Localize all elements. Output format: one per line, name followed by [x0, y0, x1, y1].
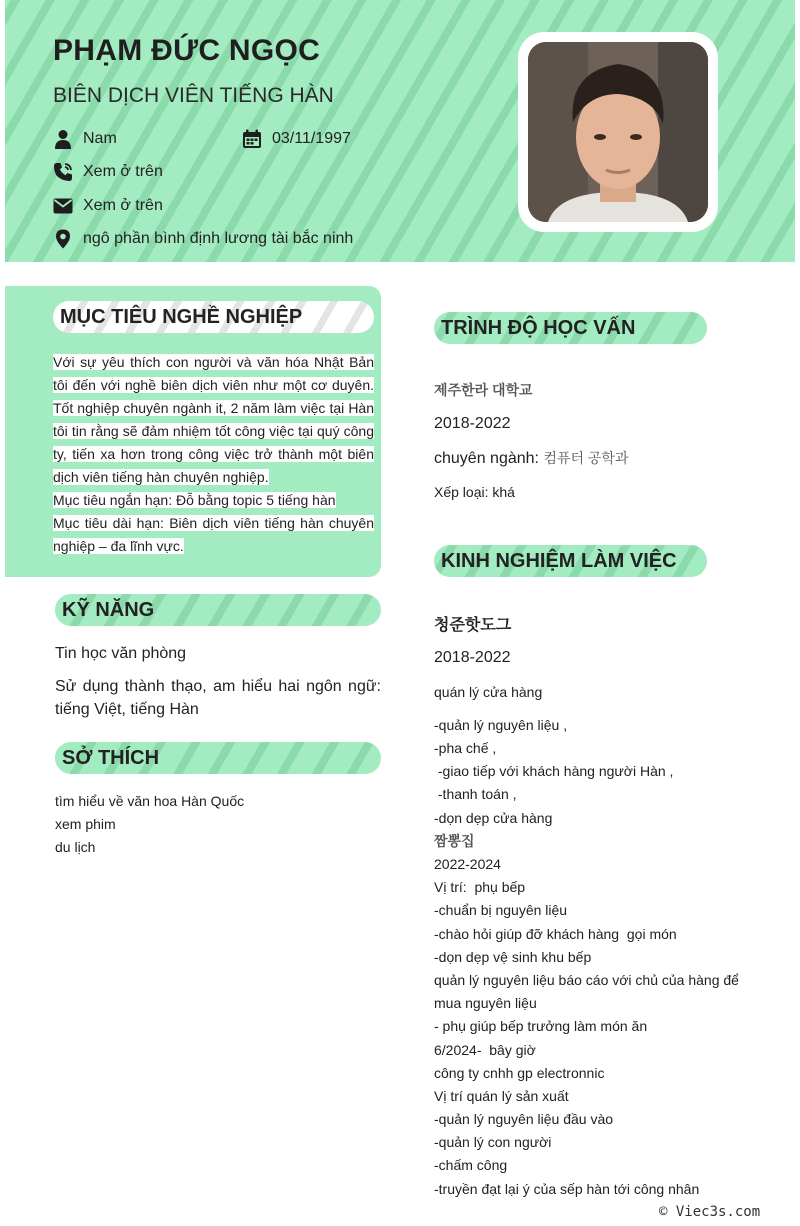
profile-photo-frame [518, 32, 718, 232]
company-name: 청준핫도그 [434, 617, 512, 634]
candidate-name: PHẠM ĐỨC NGỌC [53, 34, 321, 67]
email-row [53, 196, 163, 216]
birthdate-row [242, 129, 351, 149]
experience-line: -pha chế , [434, 740, 497, 756]
user-icon [53, 129, 73, 149]
objective-long-term: Mục tiêu dài hạn: Biên dịch viên tiếng hàn chuyên nghiệp – đa lĩnh vực. [53, 515, 374, 554]
school-name: 제주한라 대학교 [434, 382, 533, 398]
footer-copyright: © Viec3s.com [659, 1204, 761, 1220]
experience-line: -chào hỏi giúp đỡ khách hàng gọi món [434, 926, 677, 942]
experience-line: 6/2024- bây giờ [434, 1042, 536, 1058]
phone-row [53, 162, 163, 182]
education-grade: Xếp loại: khá [434, 484, 515, 500]
profile-photo [528, 42, 708, 222]
experience-line: - phụ giúp bếp trưởng làm món ăn [434, 1018, 648, 1034]
experience-line: -quản lý nguyên liệu , [434, 717, 568, 733]
objective-heading: MỤC TIÊU NGHỀ NGHIỆP [53, 301, 374, 333]
hobby-item: tìm hiểu về văn hoa Hàn Quốc [55, 793, 245, 809]
experience-line: 2022-2024 [434, 856, 501, 872]
address-row [53, 229, 353, 249]
gender-row [53, 129, 117, 149]
objective-text [53, 351, 374, 558]
experience-line: -dọn dẹp cửa hàng [434, 810, 553, 826]
experience-line: mua nguyên liệu [434, 995, 537, 1011]
birthdate-value: 03/11/1997 [272, 130, 351, 147]
major-label: chuyên ngành: [434, 450, 539, 467]
objective-short-term: Mục tiêu ngắn hạn: Đỗ bằng topic 5 tiếng hàn [53, 492, 336, 508]
experience-line: -quản lý con người [434, 1134, 552, 1150]
experience-heading: KINH NGHIỆM LÀM VIỆC [434, 545, 707, 577]
major-value: 컴퓨터 공학과 [543, 450, 629, 466]
skill-item: Tin học văn phòng [55, 645, 187, 662]
phone-icon [53, 162, 73, 182]
experience-period: 2018-2022 [434, 649, 511, 666]
hobbies-heading: SỞ THÍCH [55, 742, 381, 774]
gender-value: Nam [83, 130, 117, 147]
experience-line: -dọn dẹp vệ sinh khu bếp [434, 949, 592, 965]
calendar-icon [242, 129, 262, 149]
avatar [528, 42, 708, 222]
experience-line: Vị trí quán lý sản xuất [434, 1088, 569, 1104]
experience-line: -chuẩn bị nguyên liệu [434, 902, 568, 918]
phone-value: Xem ở trên [83, 163, 163, 180]
experience-line: quản lý nguyên liệu báo cáo với chủ của hàng để [434, 972, 739, 988]
skill-item: Sử dụng thành thạo, am hiểu hai ngôn ngữ: tiếng Việt, tiếng Hàn [55, 678, 381, 718]
hobby-item: du lịch [55, 839, 96, 855]
experience-line: -chấm công [434, 1157, 508, 1173]
experience-line: Vị trí: phụ bếp [434, 879, 526, 895]
experience-line: công ty cnhh gp electronnic [434, 1065, 605, 1081]
map-pin-icon [53, 229, 73, 249]
envelope-icon [53, 196, 73, 216]
experience-line: -giao tiếp với khách hàng người Hàn , [434, 763, 674, 779]
skills-heading: KỸ NĂNG [55, 594, 381, 626]
education-period: 2018-2022 [434, 415, 511, 432]
major-row [434, 448, 628, 468]
email-value: Xem ở trên [83, 197, 163, 214]
experience-line: -truyền đạt lại ý của sếp hàn tới công nhân [434, 1181, 700, 1197]
education-heading: TRÌNH ĐỘ HỌC VẤN [434, 312, 707, 344]
hobby-item: xem phim [55, 816, 116, 832]
experience-role: quán lý cửa hàng [434, 684, 543, 700]
job-title: BIÊN DỊCH VIÊN TIẾNG HÀN [53, 84, 334, 107]
header-banner [5, 0, 795, 262]
experience-line: -quản lý nguyên liệu đầu vào [434, 1111, 614, 1127]
address-value: ngô phần bình định lương tài bắc ninh [83, 230, 354, 247]
objective-paragraph: Với sự yêu thích con người và văn hóa Nhật Bản tôi đến với nghề biên dịch viên như một cơ duyên. Tốt nghiệp chuyên ngành it, 2 năm làm việc tại Hàn tôi tin rằng sẽ đảm nhiệm tốt công việc tại quý công ty, tiến xa hơn trong công việc trở thành một biên dịch viên tiếng hàn chuyên nghiệp. [53, 354, 374, 485]
experience-line: 짬뽕집 [434, 833, 475, 849]
experience-line: -thanh toán , [434, 786, 517, 802]
